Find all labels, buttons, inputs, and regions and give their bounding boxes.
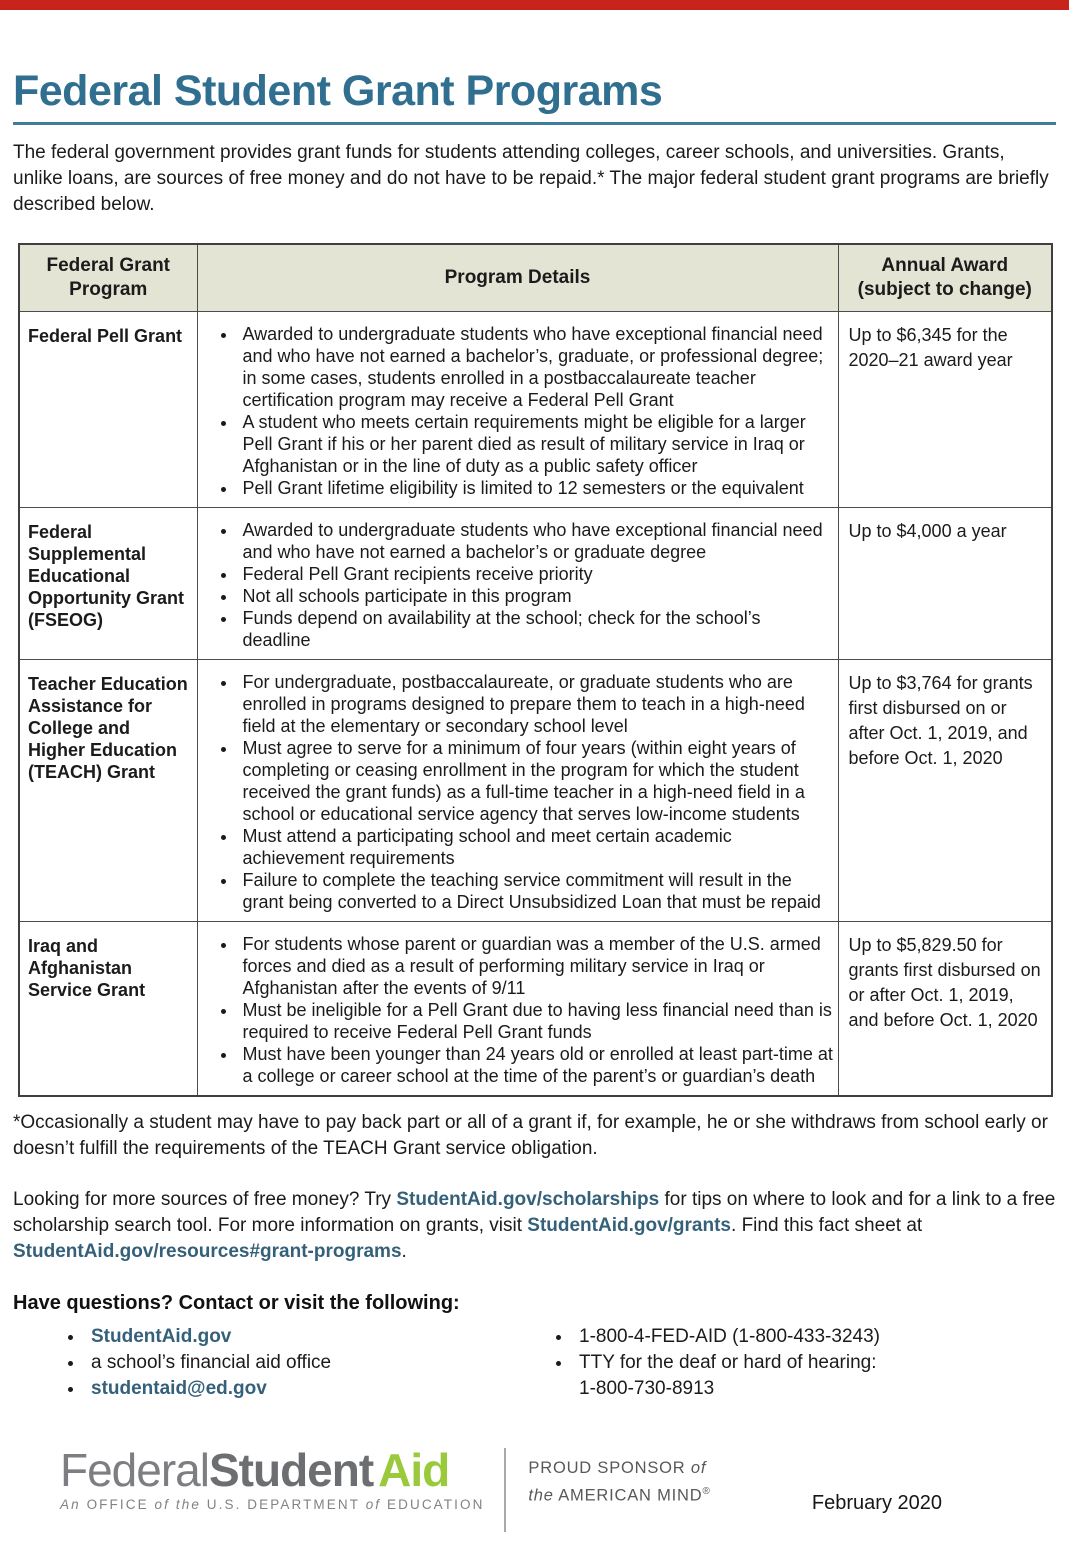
program-details <box>197 660 838 922</box>
contact-list-right <box>505 1324 880 1402</box>
detail-item: • Awarded to undergraduate students who have exceptional financial need and who have not earned a bachelor’s, graduate, or professional degree; in some cases, students enrolled in a postbaccalaureate teacher certification program may receive a Federal Pell Grant <box>238 323 834 411</box>
contact-heading: Have questions? Contact or visit the following: <box>13 1292 460 1314</box>
logo-tagline <box>60 1497 484 1512</box>
detail-item: • For undergraduate, postbaccalaureate, or graduate students who are enrolled in programs designed to prepare them to teach in a high-need field at the elementary or secondary school level <box>238 671 834 737</box>
detail-item: • Awarded to undergraduate students who have exceptional financial need and who have not earned a bachelor’s or graduate degree <box>238 519 834 563</box>
tagline-part: An <box>60 1497 81 1512</box>
annual-award: Up to $3,764 for grants first disbursed on or after Oct. 1, 2019, and before Oct. 1, 2020 <box>838 660 1052 922</box>
footnote-text: *Occasionally a student may have to pay back part or all of a grant if, for example, he or she withdraws from school early or doesn’t fulfill the requirements of the TEACH Grant service obligation. <box>13 1112 1048 1159</box>
page-footer <box>60 1446 1056 1556</box>
detail-item: • Pell Grant lifetime eligibility is limited to 12 semesters or the equivalent <box>238 477 834 499</box>
page-title: Federal Student Grant Programs <box>13 67 663 115</box>
details-bullet-list <box>204 671 834 913</box>
table-row-teach-grant <box>19 660 1052 922</box>
contact-item <box>85 1324 505 1350</box>
sponsor-part: AMERICAN MIND <box>558 1486 703 1505</box>
program-details <box>197 922 838 1097</box>
contact-item <box>573 1324 880 1350</box>
tagline-part: of <box>365 1497 382 1512</box>
more-info-text: Looking for more sources of free money? Try <box>13 1189 397 1210</box>
detail-item: • Federal Pell Grant recipients receive priority <box>238 563 834 585</box>
grant-programs-table <box>18 243 1053 1097</box>
contact-item <box>85 1376 505 1402</box>
registered-mark: ® <box>702 1486 711 1497</box>
more-info-text: . Find this fact sheet at <box>731 1215 923 1236</box>
more-info-text: for tips on where to look and for a link to a free scholarship search tool. For more information on grants, visit <box>13 1189 1056 1236</box>
column-header-award: Annual Award (subject to change) <box>838 244 1052 312</box>
contact-item <box>85 1350 505 1376</box>
logo-word-federal: Federal <box>60 1444 209 1496</box>
detail-item: • Funds depend on availability at the school; check for the school’s deadline <box>238 607 834 651</box>
tagline-part: EDUCATION <box>387 1497 485 1512</box>
federal-student-aid-logo <box>60 1446 484 1512</box>
more-info-text: . <box>401 1241 407 1262</box>
logo-word-aid: Aid <box>378 1444 450 1496</box>
detail-item: • Must be ineligible for a Pell Grant due to having less financial need than is required to receive Federal Pell Grant funds <box>238 999 834 1043</box>
annual-award: Up to $6,345 for the 2020–21 award year <box>838 312 1052 508</box>
table-row-pell-grant <box>19 312 1052 508</box>
details-bullet-list <box>204 519 834 651</box>
phone-number: 1-800-4-FED-AID (1-800-433-3243) <box>579 1326 880 1347</box>
table-row-iraq-afghanistan-grant <box>19 922 1052 1097</box>
sponsor-line-2 <box>528 1480 710 1508</box>
more-info-paragraph <box>13 1187 1056 1265</box>
detail-item: • Must attend a participating school and meet certain academic achievement requirements <box>238 825 834 869</box>
sponsor-line-1 <box>528 1456 710 1480</box>
tty-label: TTY for the deaf or hard of hearing: <box>579 1352 877 1373</box>
column-header-program: Federal Grant Program <box>19 244 197 312</box>
logo-divider <box>504 1448 506 1532</box>
detail-item: • A student who meets certain requirements might be eligible for a larger Pell Grant if his or her parent died as result of military service in Iraq or Afghanistan or in the line of duty as a public safety officer <box>238 411 834 477</box>
scholarships-link[interactable]: StudentAid.gov/scholarships <box>396 1189 660 1210</box>
annual-award: Up to $4,000 a year <box>838 508 1052 660</box>
detail-item: • Must agree to serve for a minimum of four years (within eight years of completing or ceasing enrollment in the program for which the student received the grant funds) as a full-time teacher in a high-need field in a school or educational service agency that serves low-income students <box>238 737 834 825</box>
detail-item: • Must have been younger than 24 years old or enrolled at least part-time at a college or career school at the time of the parent’s or guardian’s death <box>238 1043 834 1087</box>
title-block <box>13 67 1056 125</box>
program-name: Teacher Education Assistance for College and Higher Education (TEACH) Grant <box>19 660 197 922</box>
contact-list-left <box>13 1324 505 1402</box>
studentaid-gov-link[interactable]: StudentAid.gov <box>91 1326 232 1347</box>
table-row-fseog <box>19 508 1052 660</box>
detail-item: • Failure to complete the teaching service commitment will result in the grant being converted to a Direct Unsubsidized Loan that must be repaid <box>238 869 834 913</box>
tagline-part: of the <box>154 1497 201 1512</box>
contact-lists <box>13 1324 1056 1402</box>
annual-award: Up to $5,829.50 for grants first disbursed on or after Oct. 1, 2019, and before Oct. 1, 2020 <box>838 922 1052 1097</box>
sponsor-part: PROUD SPONSOR <box>528 1459 686 1477</box>
table-header-row <box>19 244 1052 312</box>
tagline-part: OFFICE <box>86 1497 149 1512</box>
top-accent-bar <box>0 0 1069 10</box>
grants-link[interactable]: StudentAid.gov/grants <box>527 1215 732 1236</box>
tty-number: 1-800-730-8913 <box>579 1378 715 1399</box>
publication-date: February 2020 <box>811 1492 942 1514</box>
program-details <box>197 508 838 660</box>
column-header-details: Program Details <box>197 244 838 312</box>
program-name: Federal Pell Grant <box>19 312 197 508</box>
logo-wordmark <box>60 1446 484 1494</box>
sponsor-part: the <box>528 1486 554 1505</box>
details-bullet-list <box>204 933 834 1087</box>
sponsor-part: of <box>690 1459 707 1477</box>
program-name: Iraq and Afghanistan Service Grant <box>19 922 197 1097</box>
sponsor-text <box>528 1456 710 1508</box>
logo-word-student: Student <box>208 1444 374 1496</box>
program-details <box>197 312 838 508</box>
tagline-part: U.S. DEPARTMENT <box>206 1497 360 1512</box>
intro-paragraph: The federal government provides grant funds for students attending colleges, career schools, and universities. Grants, unlike loans, are sources of free money and do not have to be repaid.* The major federal student grant programs are briefly described below. <box>13 142 1049 215</box>
studentaid-email-link[interactable]: studentaid@ed.gov <box>91 1378 267 1399</box>
contact-item <box>573 1350 880 1402</box>
program-name: Federal Supplemental Educational Opportunity Grant (FSEOG) <box>19 508 197 660</box>
resources-link[interactable]: StudentAid.gov/resources#grant-programs <box>13 1241 402 1262</box>
financial-aid-office-label: a school’s financial aid office <box>91 1352 332 1373</box>
detail-item: • Not all schools participate in this program <box>238 585 834 607</box>
details-bullet-list <box>204 323 834 499</box>
detail-item: • For students whose parent or guardian was a member of the U.S. armed forces and died as a result of performing military service in Iraq or Afghanistan after the events of 9/11 <box>238 933 834 999</box>
